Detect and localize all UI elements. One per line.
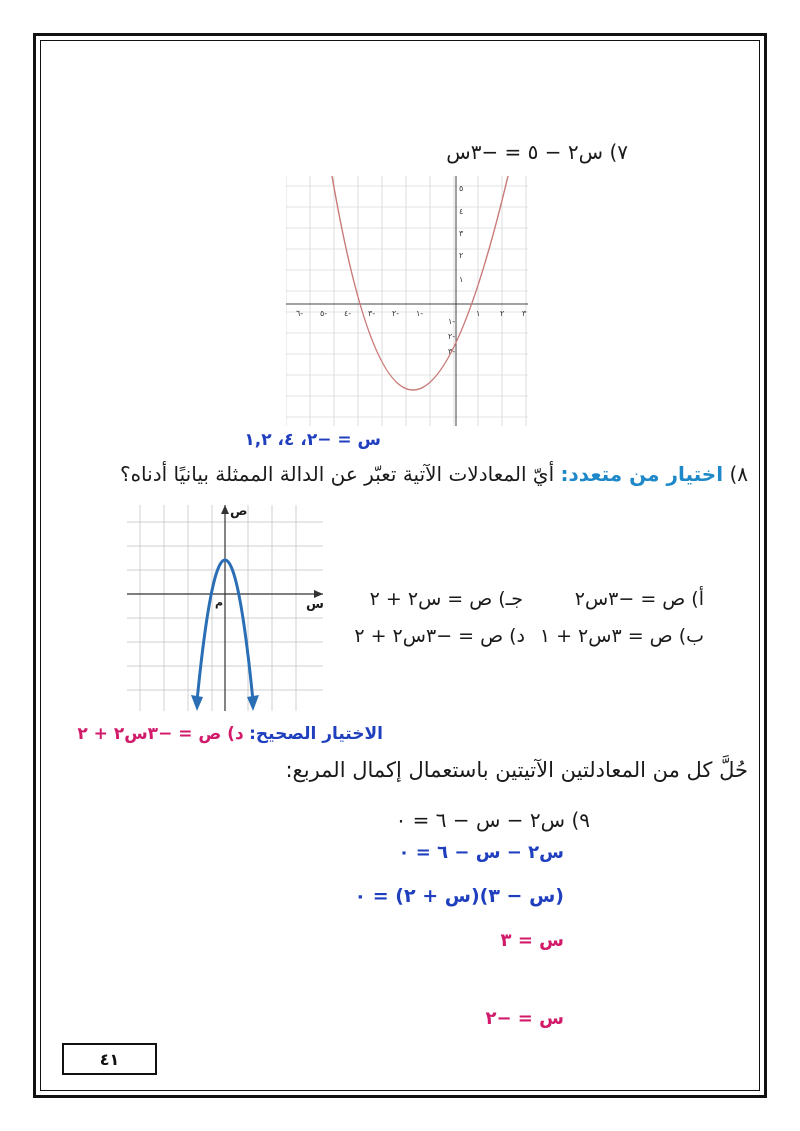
q9-solution-2: س = −٢ [485, 1008, 564, 1029]
x-tick: ٤- [344, 309, 352, 318]
q8-option-a: أ) ص = −٣س٢ [574, 588, 704, 610]
q8-axis-x-label: س [306, 597, 324, 612]
curve-arrow-left [191, 695, 203, 711]
x-tick: ١- [416, 309, 424, 318]
x-tick: ١ [476, 309, 481, 318]
curve-arrow-right [247, 695, 259, 711]
parabola-q7 [332, 176, 508, 390]
y-tick: ٤ [459, 207, 464, 216]
x-tick: ٣ [522, 309, 527, 318]
q9-equation [396, 808, 590, 832]
y-tick: ٣ [459, 229, 464, 238]
x-tick: ٣- [368, 309, 376, 318]
q7-number: ٧) [609, 140, 628, 164]
graph-q8 [127, 505, 323, 711]
graph-q7 [286, 176, 528, 426]
q9-number: ٩) [571, 808, 590, 832]
page-number: ٤١ [99, 1049, 120, 1069]
q8-origin-label: م [215, 596, 224, 609]
y-tick: ١ [459, 275, 464, 284]
q8-option-b: ب) ص = ٣س٢ + ١ [539, 625, 704, 647]
q7-equation-text: س٢ − ٥ = −٣س [446, 140, 604, 164]
q7-equation [446, 140, 628, 164]
page-number-box [62, 1043, 157, 1075]
q8-number: ٨) [729, 462, 748, 486]
q7-answer: س = −٢، ٤، ١,٢ [244, 430, 381, 450]
q8-answer-value: د) ص = −٣س٢ + ٢ [77, 724, 244, 744]
q9-step2: (س − ٣)(س + ٢) = ٠ [354, 885, 564, 907]
x-tick: ٥- [320, 309, 328, 318]
instruction: حُلَّ كل من المعادلتين الآتيتين باستعمال إكمال المربع: [285, 758, 748, 782]
y-tick: ٢ [459, 251, 464, 260]
y-axis-arrow [221, 505, 229, 514]
q9-equation-text: س٢ − س − ٦ = ٠ [395, 808, 566, 832]
q8-answer-label: الاختيار الصحيح: [249, 724, 383, 744]
x-tick: ٢ [500, 309, 505, 318]
y-tick: ٥ [459, 184, 464, 193]
q8-question [120, 462, 748, 486]
y-tick: ٣- [448, 347, 456, 356]
q8-question-text: أيّ المعادلات الآتية تعبّر عن الدالة الممثلة بيانيًا أدناه؟ [119, 462, 555, 486]
q8-axis-y-label: ص [230, 504, 248, 519]
x-tick: ٦- [296, 309, 304, 318]
q9-step1: س٢ − س − ٦ = ٠ [398, 842, 564, 863]
q8-option-c: جـ) ص = س٢ + ٢ [369, 588, 523, 610]
x-tick: ٢- [392, 309, 400, 318]
q8-answer [77, 724, 383, 744]
q8-option-d: د) ص = −٣س٢ + ٢ [354, 625, 525, 647]
y-tick: ١- [448, 317, 456, 326]
q9-solution-1: س = ٣ [500, 930, 564, 951]
q8-label: اختيار من متعدد: [560, 462, 724, 486]
y-tick: ٢- [448, 332, 456, 341]
